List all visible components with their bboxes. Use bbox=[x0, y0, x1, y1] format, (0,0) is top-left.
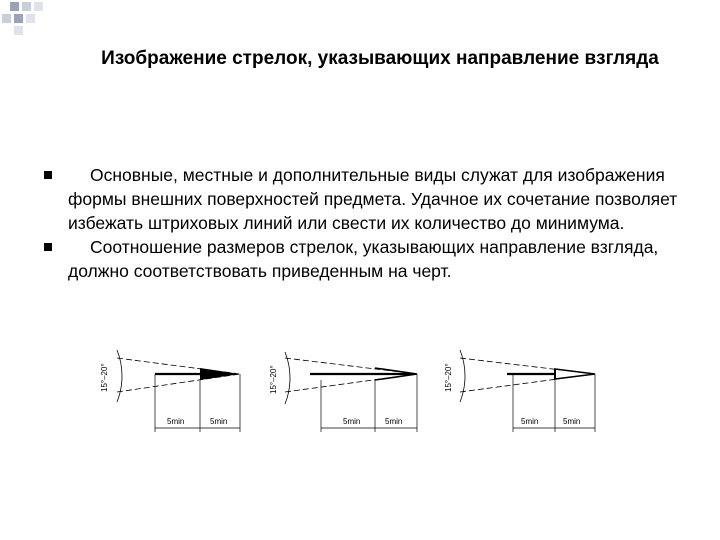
bullet-item bbox=[40, 235, 690, 283]
filled-arrowhead-icon bbox=[200, 368, 240, 380]
square-bullet-icon bbox=[44, 243, 52, 251]
dimension-label: 5min bbox=[210, 417, 228, 426]
arrow-proportions-figure bbox=[95, 340, 615, 450]
corner-decoration bbox=[0, 0, 60, 40]
square-bullet-icon bbox=[44, 171, 52, 179]
angle-label: 15°–20° bbox=[444, 363, 453, 392]
slide-title: Изображение стрелок, указывающих направление взгляда bbox=[101, 48, 659, 69]
angle-label: 15°–20° bbox=[269, 365, 278, 394]
angle-label: 15°–20° bbox=[100, 363, 109, 392]
dimension-label: 5min bbox=[521, 417, 539, 426]
arrow-diagram-3 bbox=[444, 350, 595, 432]
bullet-item bbox=[40, 163, 690, 235]
bullet-text: Соотношение размеров стрелок, указывающих направление взгляда, должно соответствовать приведенным на черт. bbox=[68, 237, 659, 281]
dimension-label: 5min bbox=[563, 417, 581, 426]
dimension-label: 5min bbox=[385, 417, 403, 426]
bullet-list bbox=[40, 163, 690, 283]
bullet-text: Основные, местные и дополнительные виды служат для изображения формы внешних поверхностей предмета. Удачное их сочетание позволяет избежать штриховых линий или свести их количество до минимума. bbox=[68, 165, 678, 233]
dimension-label: 5min bbox=[343, 417, 361, 426]
dimension-label: 5min bbox=[167, 417, 185, 426]
arrow-diagram-2 bbox=[269, 352, 417, 432]
arrow-diagram-1 bbox=[100, 350, 240, 432]
